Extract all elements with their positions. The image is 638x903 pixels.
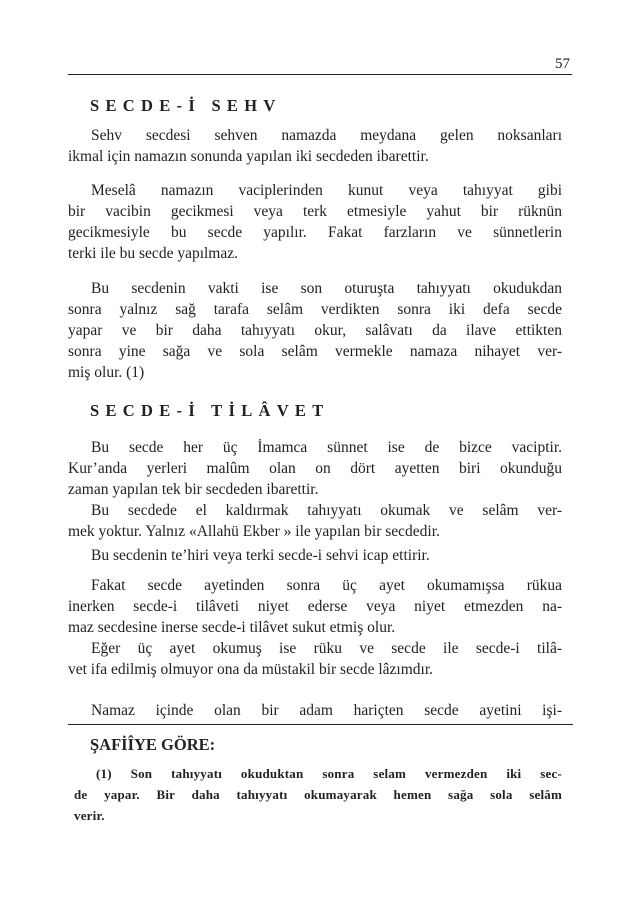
text-line: miş olur. (1) (68, 364, 145, 381)
text-line: sonra yalnız sağ tarafa selâm verdikten sonra iki defa secde (68, 301, 562, 318)
section-heading-secde-i-tilavet: SECDE-İ TİLÂVET (90, 401, 330, 420)
paragraph-sehv-definition (68, 125, 562, 167)
paragraph-tilavet-method (68, 500, 562, 542)
footnote-line: (1) Son tahıyyatı okuduktan sonra selam vermezden iki sec- (96, 766, 562, 781)
text-line: Kur’anda yerleri malûm olan on dört ayetten biri okunduğu (68, 460, 562, 477)
text-line: sonra yine sağa ve sola selâm vermekle namaza nihayet ver- (68, 343, 562, 360)
paragraph-tilavet-ruku (68, 638, 562, 680)
text-line: Bu secdede el kaldırmak tahıyyatı okumak ve selâm ver- (91, 502, 562, 519)
paragraph-tilavet-definition (68, 437, 562, 500)
text-line: terki ile bu secde yapılmaz. (68, 245, 239, 262)
text-line: Namaz içinde olan bir adam hariçten secde ayetini işi- (91, 702, 562, 719)
text-line: zaman yapılan tek bir secdeden ibarettir. (68, 481, 319, 498)
paragraph-tilavet-delay (68, 545, 562, 566)
paragraph-sehv-example (68, 180, 562, 264)
text-line: Sehv secdesi sehven namazda meydana gelen noksanları (91, 127, 562, 144)
text-line: mek yoktur. Yalnız «Allahü Ekber » ile yapılan bir secdedir. (68, 523, 440, 540)
paragraph-tilavet-hearing (68, 700, 562, 721)
footnote-rule (68, 724, 573, 725)
text-line: ikmal için namazın sonunda yapılan iki secdeden ibarettir. (68, 148, 429, 165)
page-number: 57 (555, 56, 570, 72)
text-line: maz secdesine inerse secde-i tilâvet sukut etmiş olur. (68, 619, 396, 636)
text-line: yapar ve bir daha tahıyyatı okur, salâvatı da ilave ettikten (68, 322, 562, 339)
text-line: Bu secdenin te’hiri veya terki secde-i sehvi icap ettirir. (91, 547, 430, 564)
text-line: Eğer üç ayet okumuş ise rüku ve secde ile secde-i tilâ- (91, 640, 562, 657)
section-heading-secde-i-sehv: SECDE-İ SEHV (90, 96, 282, 115)
text-line: Bu secde her üç İmamca sünnet ise de bizce vaciptir. (91, 439, 562, 456)
text-line: inerken secde-i tilâveti niyet ederse veya niyet etmezden na- (68, 598, 562, 615)
footnote-heading: ŞAFİÎYE GÖRE: (90, 735, 216, 754)
header-rule (68, 74, 572, 75)
footnote-line: verir. (74, 808, 105, 823)
footnote-line: de yapar. Bir daha tahıyyatı okumayarak hemen sağa sola selâm (74, 787, 562, 802)
text-line: Bu secdenin vakti ise son oturuşta tahıyyatı okudukdan (91, 280, 562, 297)
text-line: vet ifa edilmiş olmuyor ona da müstakil bir secde lâzımdır. (68, 661, 434, 678)
text-line: bir vacibin gecikmesi veya terk etmesiyle yahut bir rüknün (68, 203, 562, 220)
footnote-text (74, 763, 562, 826)
text-line: gecikmesiyle bu secde yapılır. Fakat farzların ve sünnetlerin (68, 224, 562, 241)
paragraph-tilavet-three-verses (68, 575, 562, 638)
text-line: Meselâ namazın vaciplerinden kunut veya tahıyyat gibi (91, 182, 562, 199)
text-line: Fakat secde ayetinden sonra üç ayet okumamışsa rükua (91, 577, 562, 594)
paragraph-sehv-timing (68, 278, 562, 383)
